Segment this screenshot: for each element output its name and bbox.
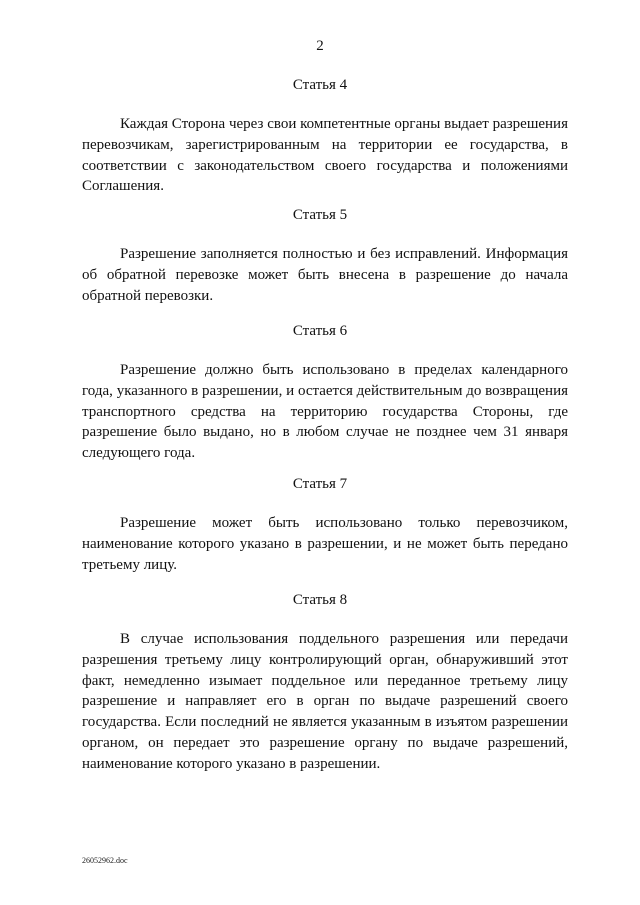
article-4-text: Каждая Сторона через свои компетентные органы выдает разрешения перевозчикам, зарегистрированным на территории ее государства, в соответствии с законодательством своего государства и положениями Соглашения. xyxy=(82,116,568,195)
article-6-title: Статья 6 xyxy=(292,323,348,339)
footer-filename: 26052962.doc xyxy=(82,856,128,865)
article-7-text: Разрешение может быть использовано только перевозчиком, наименование которого указано в разрешении, и не может быть передано третьему лицу. xyxy=(82,515,568,573)
article-5-text: Разрешение заполняется полностью и без исправлений. Информация об обратной перевозке может быть внесена в разрешение до начала обратной перевозки. xyxy=(82,246,568,304)
article-8-title: Статья 8 xyxy=(292,592,348,608)
article-7-title: Статья 7 xyxy=(292,476,348,492)
page-number: 2 xyxy=(316,38,324,54)
article-4-title: Статья 4 xyxy=(292,77,348,93)
article-8-text: В случае использования поддельного разрешения или передачи разрешения третьему лицу контролирующий орган, обнаруживший этот факт, немедленно изымает поддельное или переданное третьему лицу разрешение и направляет его в орган по выдаче разрешений своего государства. Если последний не является указанным в изъятом разрешении органом, он передает это разрешение органу по выдаче разрешений, наименование которого указано в разрешении. xyxy=(82,631,568,772)
article-5-title: Статья 5 xyxy=(292,207,348,223)
article-6-text: Разрешение должно быть использовано в пределах календарного года, указанного в разрешении, и остается действительным до возвращения транспортного средства на территорию государства Стороны, где разрешение было выдано, но в любом случае не позднее чем 31 января следующего года. xyxy=(82,362,568,462)
